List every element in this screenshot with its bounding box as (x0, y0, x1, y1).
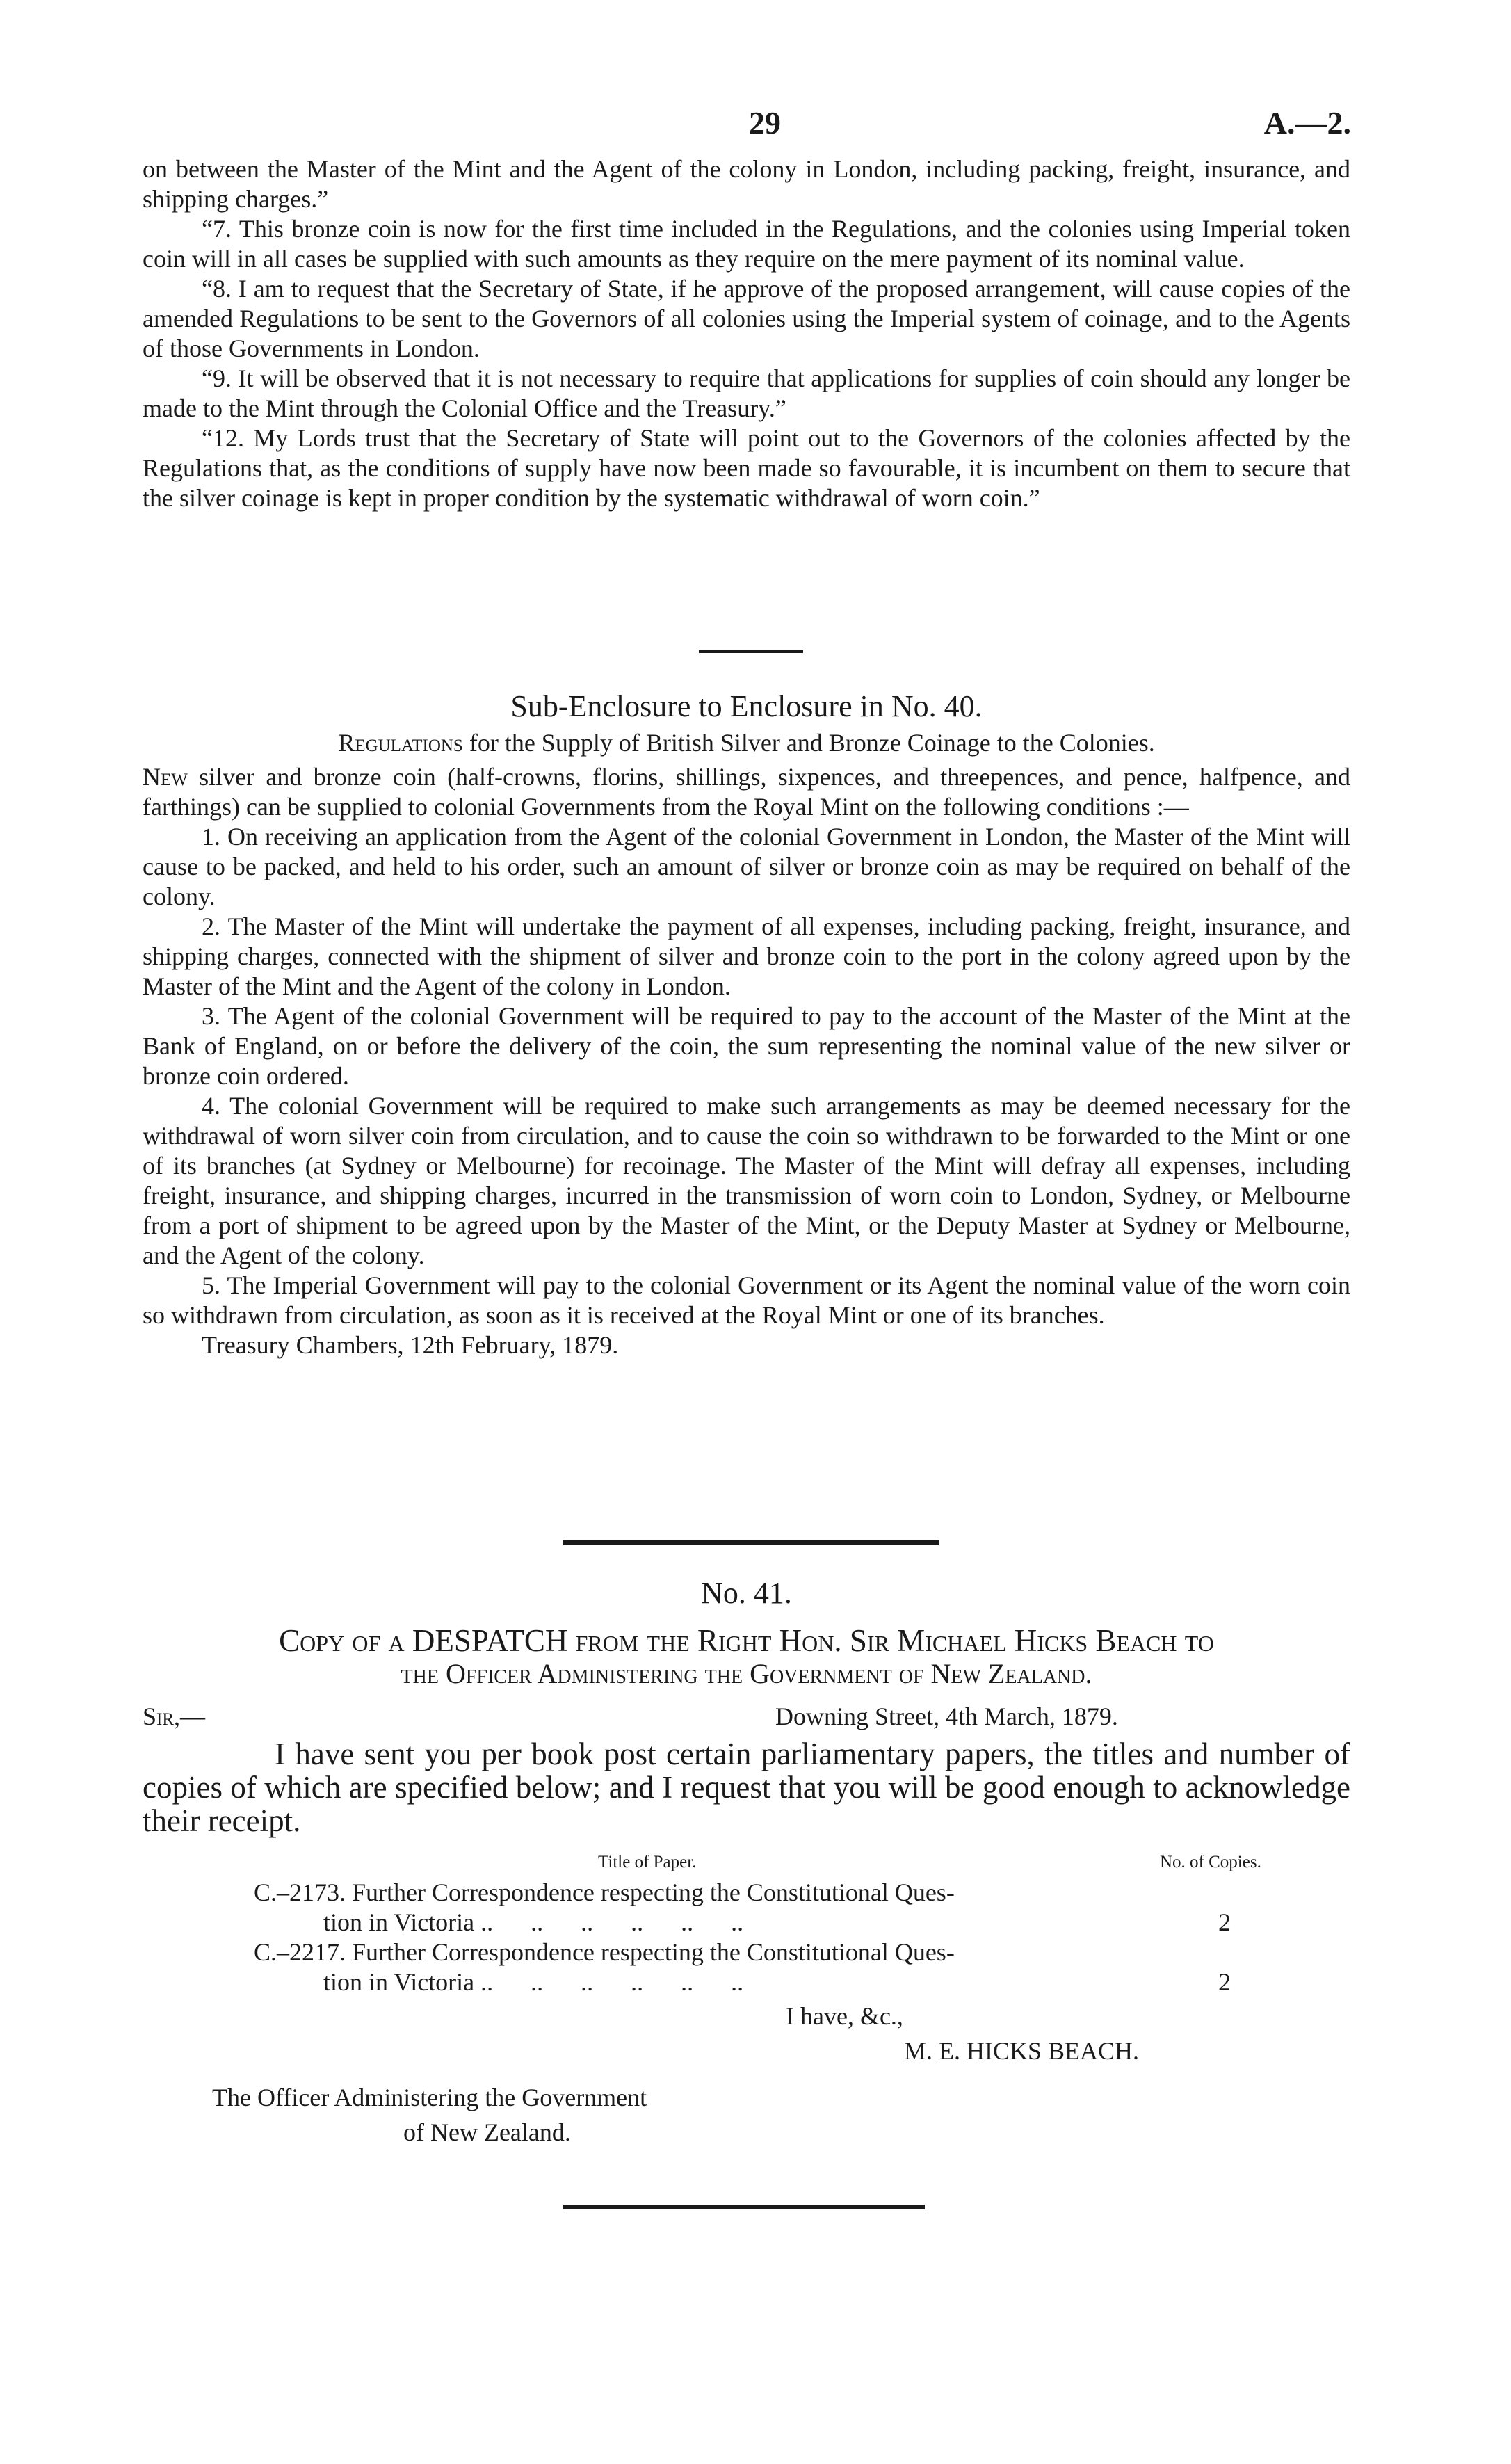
despatch-title-line1: Copy of a DESPATCH from the Right Hon. Sir Michael Hicks Beach to (279, 1623, 1214, 1658)
despatch-number: No. 41. (701, 1576, 792, 1610)
regulation-item: 3. The Agent of the colonial Government will be required to pay to the account of the Master of the Mint at the Bank of England, on or before the delivery of the coin, the sum representing the nominal value of the new silver or bronze coin ordered. (143, 1002, 1350, 1090)
regulation-item: 2. The Master of the Mint will undertake the payment of all expenses, including packing, freight, insurance, and shipping charges, connected with the shipment of silver and bronze coin to the port in the colony agreed upon by the Master of the Mint and the Agent of the colony in London. (143, 912, 1350, 1000)
paragraph: “8. I am to request that the Secretary of State, if he approve of the proposed arrangement, will cause copies of the amended Regulations to be sent to the Governors of all colonies using the Imperial system of coinage, and to the Agents of those Governments in London. (143, 275, 1350, 362)
page-number: 29 (749, 105, 781, 140)
table-header-title: Title of Paper. (598, 1853, 697, 1871)
regulations-title-rest: for the Supply of British Silver and Bronze Coinage to the Colonies. (462, 729, 1155, 757)
paper-copies: 2 (1218, 1908, 1231, 1936)
paper-title: C.–2173. Further Correspondence respecting the Constitutional Ques- (254, 1878, 955, 1906)
despatch-title (143, 1624, 1350, 1691)
signature: M. E. HICKS BEACH. (904, 2037, 1140, 2065)
document-reference: A.—2. (1263, 105, 1351, 140)
closing: I have, &c., (786, 2002, 903, 2030)
table-header-copies: No. of Copies. (1160, 1853, 1261, 1871)
paragraph: on between the Master of the Mint and the Agent of the colony in London, including packing, freight, insurance, and shipping charges.” (143, 155, 1350, 213)
section-divider (699, 650, 803, 653)
addressee-line2: of New Zealand. (403, 2118, 571, 2146)
sub-enclosure (143, 689, 1350, 1360)
place-date: Downing Street, 4th March, 1879. (775, 1702, 1118, 1730)
paper-title-cont: tion in Victoria .. .. .. .. .. .. (323, 1908, 744, 1936)
end-rule (563, 2205, 925, 2209)
paper-title-cont: tion in Victoria .. .. .. .. .. .. (323, 1968, 744, 1996)
intro-lead: New (143, 763, 188, 791)
salutation: Sir,— (143, 1702, 206, 1730)
regulation-item: 5. The Imperial Government will pay to the colonial Government or its Agent the nominal value of the worn coin so withdrawn from circulation, as soon as it is received at the Royal Mint or one of its branches. (143, 1271, 1350, 1329)
regulations-intro (143, 762, 1350, 822)
dateline: Treasury Chambers, 12th February, 1879. (202, 1331, 619, 1359)
section-heading: Sub-Enclosure to Enclosure in No. 40. (510, 689, 983, 723)
paragraph: “7. This bronze coin is now for the first time included in the Regulations, and the colonies using Imperial token coin will in all cases be supplied with such amounts as they require on the mere payment of its nominal value. (143, 215, 1350, 273)
intro-rest: silver and bronze coin (half-crowns, florins, shillings, sixpences, and threepences, and pence, halfpence, and farthings) can be supplied to colonial Governments from the Royal Mint on the following conditions :— (143, 763, 1350, 821)
paper-copies: 2 (1218, 1968, 1231, 1996)
regulation-item: 1. On receiving an application from the Agent of the colonial Government in London, the Master of the Mint will cause to be packed, and held to his order, such an amount of silver or bronze coin as may be required on behalf of the colony. (143, 823, 1350, 910)
despatch (143, 1575, 1350, 1611)
paragraph: “9. It will be observed that it is not necessary to require that applications for supplies of coin should any longer be made to the Mint through the Colonial Office and the Treasury.” (143, 364, 1350, 422)
regulations-title-lead: Regulations (338, 729, 463, 757)
section-divider (563, 1540, 939, 1545)
regulation-item: 4. The colonial Government will be required to make such arrangements as may be deemed necessary for the withdrawal of worn silver coin from circulation, and to cause the coin so withdrawn to be forwarded to the Mint or one of its branches (at Sydney or Melbourne) for recoinage. The Master of the Mint will defray all expenses, including freight, insurance, and shipping charges, incurred in the transmission of worn coin to London, Sydney, or Melbourne from a port of shipment to be agreed upon by the Master of the Mint, or the Deputy Master at Sydney or Melbourne, and the Agent of the colony. (143, 1092, 1350, 1269)
despatch-body: I have sent you per book post certain parliamentary papers, the titles and number of copies of which are specified below; and I request that you will be good enough to acknowledge their receipt. (143, 1737, 1350, 1838)
addressee-line1: The Officer Administering the Government (212, 2084, 647, 2111)
paper-title: C.–2217. Further Correspondence respecting the Constitutional Ques- (254, 1938, 955, 1966)
regulations-title (143, 728, 1350, 758)
paragraph: “12. My Lords trust that the Secretary of State will point out to the Governors of the colonies affected by the Regulations that, as the conditions of supply have now been made so favourable, it is incumbent on them to secure that the silver coinage is kept in proper condition by the systematic withdrawal of worn coin.” (143, 424, 1350, 512)
top-block (143, 154, 1350, 513)
despatch-title-line2: the Officer Administering the Government of New Zealand. (401, 1658, 1092, 1689)
